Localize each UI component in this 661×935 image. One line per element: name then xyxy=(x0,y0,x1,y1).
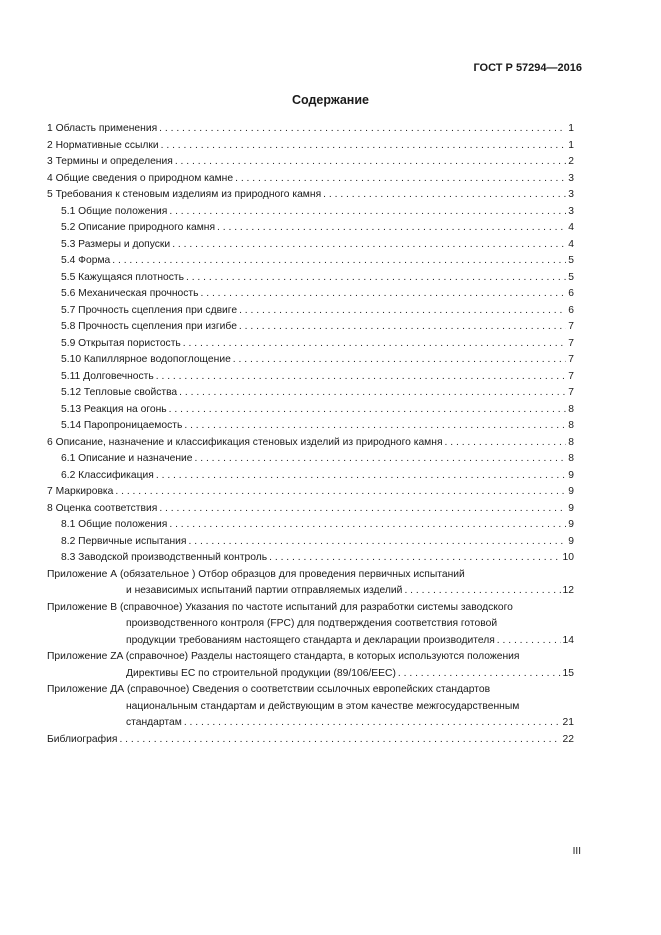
toc-leader-dots xyxy=(239,319,566,336)
toc-entry-page: 14 xyxy=(562,634,574,646)
toc-entry[interactable] xyxy=(47,451,574,468)
toc-entry-label: 3 Термины и определения xyxy=(47,156,173,167)
toc-leader-dots xyxy=(179,385,566,402)
toc-appendix-entry[interactable] xyxy=(47,567,574,600)
toc-entry-page: 9 xyxy=(568,502,574,514)
toc-entry-page: 10 xyxy=(562,552,574,563)
toc-entry-page: 5 xyxy=(568,271,574,283)
toc-leader-dots xyxy=(115,484,566,501)
toc-leader-dots xyxy=(323,187,566,204)
toc-entry-page: 7 xyxy=(568,354,574,365)
toc-entry[interactable] xyxy=(47,319,574,336)
toc-entry-page: 3 xyxy=(568,172,574,184)
toc-leader-dots xyxy=(189,534,567,551)
toc-entry[interactable] xyxy=(47,418,574,435)
toc-entry[interactable] xyxy=(47,352,574,369)
toc-entry-page: 1 xyxy=(568,139,574,151)
toc-entry-label: 5.4 Форма xyxy=(61,255,111,266)
toc-entry-label: 5.9 Открытая пористость xyxy=(61,337,181,349)
toc-entry[interactable] xyxy=(47,336,574,353)
toc-entry[interactable] xyxy=(47,187,574,204)
toc-entry-page: 6 xyxy=(568,304,574,316)
toc-entry-page: 3 xyxy=(568,189,574,200)
toc-appendix-entry[interactable] xyxy=(47,682,574,732)
toc-entry-page: 9 xyxy=(568,535,574,547)
appendix-continuation-line xyxy=(47,583,574,600)
toc-entry[interactable] xyxy=(47,237,574,254)
appendix-line-text: производственного контроля (FPC) для подтверждения соответствия готовой xyxy=(126,618,498,629)
toc-leader-dots xyxy=(186,270,566,287)
toc-entry-page: 9 xyxy=(568,486,574,497)
toc-entry-label: 5.13 Реакция на огонь xyxy=(61,403,167,415)
appendix-line-text: стандартам xyxy=(126,717,182,728)
appendix-continuation-line xyxy=(47,633,574,650)
toc-entry-page: 4 xyxy=(568,238,574,250)
appendix-line-text: национальным стандартам и действующим в этом качестве межгосударственным xyxy=(126,700,520,712)
toc-leader-dots xyxy=(119,732,560,749)
toc-entry-label: 5 Требования к стеновым изделиям из природного камня xyxy=(47,189,322,200)
toc-entry-label: 5.1 Общие положения xyxy=(61,205,168,217)
toc-entry-label: 7 Маркировка xyxy=(47,486,114,497)
toc-leader-dots xyxy=(195,451,567,468)
toc-entry[interactable] xyxy=(47,468,574,485)
toc-entry-label: 5.7 Прочность сцепления при сдвиге xyxy=(61,304,238,316)
toc-entry-label: 4 Общие сведения о природном камне xyxy=(47,172,234,184)
appendix-line-text: и независимых испытаний партии отправляемых изделий xyxy=(126,585,403,596)
toc-entry-page: 3 xyxy=(568,205,574,217)
toc-entry[interactable] xyxy=(47,154,574,171)
toc-entry[interactable] xyxy=(47,534,574,551)
toc-leader-dots xyxy=(169,204,566,221)
toc-leader-dots xyxy=(169,402,567,419)
appendix-title-line: Приложение В (справочное) Указания по частоте испытаний для разработки системы заводского xyxy=(47,601,513,613)
toc-entry[interactable] xyxy=(47,121,574,138)
toc-leader-dots xyxy=(217,220,566,237)
toc-entry-page: 5 xyxy=(568,255,574,266)
toc-leader-dots xyxy=(233,352,566,369)
toc-entry-label: 5.10 Капиллярное водопоглощение xyxy=(61,354,231,365)
toc-entry[interactable] xyxy=(47,484,574,501)
toc-entry[interactable] xyxy=(47,550,574,567)
toc-leader-dots xyxy=(239,303,566,320)
toc-entry-page: 8 xyxy=(568,420,574,431)
toc-entry[interactable] xyxy=(47,517,574,534)
toc-entry[interactable] xyxy=(47,303,574,320)
appendix-continuation-line xyxy=(47,616,574,633)
appendix-continuation-line xyxy=(47,715,574,732)
toc-entry-label: 1 Область применения xyxy=(47,123,158,134)
toc-leader-dots xyxy=(159,121,566,138)
toc-entry-label: 5.14 Паропроницаемость xyxy=(61,420,183,431)
toc-leader-dots xyxy=(183,336,566,353)
toc-entry[interactable] xyxy=(47,204,574,221)
toc-entry-page: 7 xyxy=(568,370,574,382)
toc-entry-label: 5.12 Тепловые свойства xyxy=(61,387,178,398)
toc-leader-dots xyxy=(169,517,566,534)
toc-appendix-entry[interactable] xyxy=(47,649,574,682)
toc-entry-label: 5.5 Кажущаяся плотность xyxy=(61,271,184,283)
toc-entry-label: 8.2 Первичные испытания xyxy=(61,535,187,547)
toc-entry[interactable] xyxy=(47,253,574,270)
toc-entry-label: 5.11 Долговечность xyxy=(61,370,154,382)
toc-leader-dots xyxy=(159,501,566,518)
appendix-title-line: Приложение ZA (справочное) Разделы настоящего стандарта, в которых используются положения xyxy=(47,651,520,662)
page-number: III xyxy=(572,846,581,857)
toc-appendix-entry[interactable] xyxy=(47,600,574,650)
document-code: ГОСТ Р 57294—2016 xyxy=(473,62,582,74)
toc-leader-dots xyxy=(201,286,567,303)
toc-leader-dots xyxy=(156,468,566,485)
toc-entry[interactable] xyxy=(47,220,574,237)
toc-leader-dots xyxy=(161,138,567,155)
appendix-line-text: Директивы ЕС по строительной продукции (89/106/ЕЕС) xyxy=(126,667,396,679)
toc-leader-dots xyxy=(184,715,561,732)
toc-entry-page: 4 xyxy=(568,222,574,233)
toc-entry[interactable] xyxy=(47,286,574,303)
toc-entry-page: 7 xyxy=(568,387,574,398)
toc-entry-page: 9 xyxy=(568,519,574,530)
toc-leader-dots xyxy=(445,435,567,452)
appendix-title-line: Приложение ДА (справочное) Сведения о соответствии ссылочных европейских стандартов xyxy=(47,684,491,695)
toc-entry-page: 8 xyxy=(568,436,574,448)
appendix-continuation-line xyxy=(47,699,574,716)
toc-entry-page: 6 xyxy=(568,288,574,299)
toc-entry-page: 7 xyxy=(568,321,574,332)
table-of-contents xyxy=(47,121,574,748)
toc-entry[interactable] xyxy=(47,369,574,386)
toc-entry-page: 12 xyxy=(562,585,574,596)
toc-entry-label: 2 Нормативные ссылки xyxy=(47,139,159,151)
toc-entry-label: 8.3 Заводской производственный контроль xyxy=(61,552,268,563)
toc-entry-label: 8.1 Общие положения xyxy=(61,519,168,530)
toc-entry-page: 8 xyxy=(568,453,574,464)
toc-entry-page: 22 xyxy=(562,733,574,745)
toc-entry[interactable] xyxy=(47,270,574,287)
appendix-line-text: продукции требованиям настоящего стандарта и декларации производителя xyxy=(126,634,495,646)
toc-entry-label: 6 Описание, назначение и классификация стеновых изделий из природного камня xyxy=(47,436,443,448)
toc-entry[interactable] xyxy=(47,171,574,188)
toc-leader-dots xyxy=(497,633,561,650)
toc-entry-page: 1 xyxy=(568,123,574,134)
toc-entry-label: 5.2 Описание природного камня xyxy=(61,222,216,233)
toc-entry[interactable] xyxy=(47,385,574,402)
toc-entry[interactable] xyxy=(47,402,574,419)
toc-leader-dots xyxy=(235,171,566,188)
toc-leader-dots xyxy=(398,666,561,683)
toc-entry[interactable] xyxy=(47,501,574,518)
toc-leader-dots xyxy=(112,253,566,270)
toc-entry[interactable] xyxy=(47,138,574,155)
toc-leader-dots xyxy=(172,237,566,254)
toc-entry-label: 5.8 Прочность сцепления при изгибе xyxy=(61,321,237,332)
toc-entry-label: 6.1 Описание и назначение xyxy=(61,453,193,464)
toc-entry-page: 9 xyxy=(568,469,574,481)
toc-leader-dots xyxy=(175,154,566,171)
toc-entry-label: 8 Оценка соответствия xyxy=(47,502,158,514)
toc-entry-page: 21 xyxy=(562,717,574,728)
page-title: Содержание xyxy=(291,93,369,107)
toc-entry-label: Библиография xyxy=(47,733,118,745)
toc-entry-page: 8 xyxy=(568,403,574,415)
toc-entry-page: 15 xyxy=(562,667,574,679)
toc-entry-page: 7 xyxy=(568,337,574,349)
toc-entry-page: 2 xyxy=(568,156,574,167)
toc-leader-dots xyxy=(156,369,567,386)
toc-entry-label: 6.2 Классификация xyxy=(61,469,154,481)
toc-leader-dots xyxy=(269,550,560,567)
toc-entry[interactable] xyxy=(47,435,574,452)
toc-entry[interactable] xyxy=(47,732,574,749)
toc-leader-dots xyxy=(184,418,566,435)
appendix-continuation-line xyxy=(47,666,574,683)
toc-entry-label: 5.6 Механическая прочность xyxy=(61,288,199,299)
appendix-title-line: Приложение А (обязательное ) Отбор образцов для проведения первичных испытаний xyxy=(47,568,465,580)
toc-leader-dots xyxy=(404,583,560,600)
toc-entry-label: 5.3 Размеры и допуски xyxy=(61,238,171,250)
